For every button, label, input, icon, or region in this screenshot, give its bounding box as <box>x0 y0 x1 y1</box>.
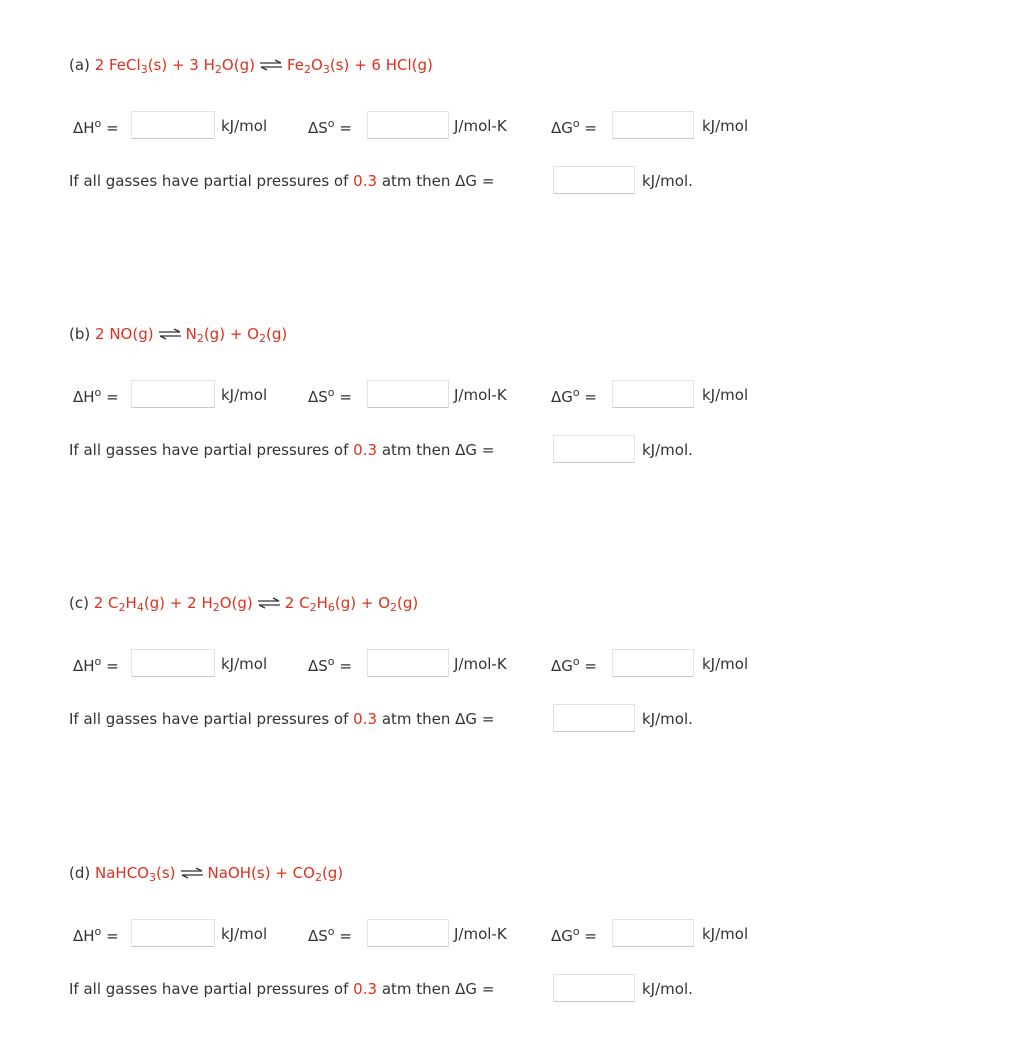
formula-text: H <box>125 594 137 612</box>
delta-g-nonstandard-input[interactable] <box>553 435 635 463</box>
equals-sign: = <box>481 980 495 998</box>
formula-subscript: 6 <box>327 601 335 614</box>
delta-h-unit: kJ/mol <box>221 117 268 135</box>
delta-s-unit: J/mol-K <box>454 925 507 943</box>
products <box>285 594 418 612</box>
problem-section <box>0 269 1010 509</box>
delta-h-label-symbol: ΔH <box>73 388 95 406</box>
delta-g-input[interactable] <box>612 649 694 677</box>
formula-subscript: 2 <box>390 601 397 614</box>
delta-h-input[interactable] <box>131 111 215 139</box>
delta-g-symbol: ΔG <box>455 980 478 998</box>
formula-subscript: 2 <box>304 63 311 76</box>
equilibrium-arrow-icon <box>259 57 283 75</box>
delta-h-label <box>73 655 119 675</box>
delta-h-label <box>73 386 119 406</box>
delta-h-label <box>73 117 119 137</box>
delta-g-label-symbol: ΔG <box>551 657 573 675</box>
problem-letter: (b) <box>69 325 91 343</box>
delta-h-unit: kJ/mol <box>221 925 268 943</box>
partial-pressure-sentence <box>69 172 494 190</box>
delta-g-input[interactable] <box>612 111 694 139</box>
degree-symbol: o <box>94 925 102 938</box>
degree-symbol: o <box>572 655 580 668</box>
delta-h-label-symbol: ΔH <box>73 119 95 137</box>
problem-letter: (c) <box>69 594 89 612</box>
delta-g-label <box>551 386 597 406</box>
formula-text: 2 C <box>93 594 119 612</box>
sentence-text: atm then <box>381 172 451 190</box>
formula-text: (g) <box>265 325 288 343</box>
equals-sign: = <box>584 119 597 137</box>
equals-sign: = <box>106 119 119 137</box>
problem-section <box>0 808 1010 1048</box>
delta-s-label-symbol: ΔS <box>308 388 328 406</box>
equals-sign: = <box>339 927 352 945</box>
delta-s-unit: J/mol-K <box>454 655 507 673</box>
formula-text: (s) <box>156 864 176 882</box>
delta-g-label-symbol: ΔG <box>551 388 573 406</box>
delta-h-input[interactable] <box>131 649 215 677</box>
reaction-equation <box>69 594 418 614</box>
formula-text: (g) <box>397 594 419 612</box>
partial-pressure-sentence <box>69 980 494 998</box>
pressure-value: 0.3 <box>353 441 378 459</box>
delta-s-label <box>308 925 352 945</box>
delta-g-unit: kJ/mol <box>702 117 749 135</box>
formula-subscript: 2 <box>214 63 222 76</box>
reactants <box>95 325 154 343</box>
delta-h-label-symbol: ΔH <box>73 927 95 945</box>
formula-text: O(g) <box>219 594 253 612</box>
delta-g-label-symbol: ΔG <box>551 927 573 945</box>
formula-subscript: 4 <box>136 601 144 614</box>
delta-s-unit: J/mol-K <box>454 386 507 404</box>
sentence-text: If all gasses have partial pressures of <box>69 441 349 459</box>
formula-text: Fe <box>286 56 304 74</box>
delta-g-input[interactable] <box>612 380 694 408</box>
equals-sign: = <box>481 710 495 728</box>
sentence-text: atm then <box>381 710 451 728</box>
delta-g-label-symbol: ΔG <box>551 119 573 137</box>
equals-sign: = <box>481 172 495 190</box>
equilibrium-arrow-icon <box>158 326 182 344</box>
reactants <box>95 864 176 882</box>
formula-text: (g) <box>321 864 344 882</box>
delta-s-input[interactable] <box>367 919 449 947</box>
delta-s-label <box>308 386 352 406</box>
products <box>287 56 433 74</box>
formula-text: 2 FeCl <box>94 56 141 74</box>
delta-g-nonstandard-input[interactable] <box>553 974 635 1002</box>
delta-g-nonstandard-unit: kJ/mol. <box>642 980 693 998</box>
equals-sign: = <box>339 119 352 137</box>
sentence-text: atm then <box>381 980 451 998</box>
formula-text: O <box>311 56 323 74</box>
equals-sign: = <box>339 657 352 675</box>
delta-h-input[interactable] <box>131 919 215 947</box>
delta-s-input[interactable] <box>367 111 449 139</box>
partial-pressure-sentence <box>69 441 494 459</box>
delta-g-unit: kJ/mol <box>702 925 749 943</box>
degree-symbol: o <box>94 386 102 399</box>
equals-sign: = <box>106 927 119 945</box>
formula-subscript: 2 <box>258 332 266 345</box>
delta-g-symbol: ΔG <box>455 172 478 190</box>
pressure-value: 0.3 <box>353 710 378 728</box>
equilibrium-arrow-icon <box>257 595 281 613</box>
delta-g-nonstandard-input[interactable] <box>553 166 635 194</box>
reaction-equation <box>69 864 343 884</box>
delta-s-input[interactable] <box>367 649 449 677</box>
products <box>186 325 288 343</box>
degree-symbol: o <box>94 117 102 130</box>
formula-subscript: 3 <box>322 63 330 76</box>
formula-text: (g) + 2 H <box>143 594 213 612</box>
degree-symbol: o <box>572 925 580 938</box>
sentence-text: If all gasses have partial pressures of <box>69 172 349 190</box>
equals-sign: = <box>339 388 352 406</box>
formula-text: 2 C <box>284 594 310 612</box>
problem-letter: (a) <box>69 56 90 74</box>
delta-g-label <box>551 655 597 675</box>
formula-subscript: 2 <box>212 601 220 614</box>
delta-s-unit: J/mol-K <box>454 117 507 135</box>
equals-sign: = <box>584 388 597 406</box>
delta-s-label-symbol: ΔS <box>308 119 328 137</box>
formula-subscript: 2 <box>314 871 322 884</box>
delta-h-unit: kJ/mol <box>221 655 268 673</box>
products <box>208 864 344 882</box>
degree-symbol: o <box>327 117 335 130</box>
formula-subscript: 3 <box>149 871 156 884</box>
formula-subscript: 2 <box>118 601 126 614</box>
formula-text: (s) + 3 H <box>147 56 215 74</box>
pressure-value: 0.3 <box>353 980 378 998</box>
delta-s-label <box>308 117 352 137</box>
delta-g-unit: kJ/mol <box>702 655 749 673</box>
delta-h-label-symbol: ΔH <box>73 657 95 675</box>
formula-text: 2 NO(g) <box>95 325 154 343</box>
delta-g-symbol: ΔG <box>455 710 478 728</box>
degree-symbol: o <box>94 655 102 668</box>
delta-h-label <box>73 925 119 945</box>
delta-g-nonstandard-unit: kJ/mol. <box>642 710 693 728</box>
formula-subscript: 2 <box>196 332 204 345</box>
delta-h-input[interactable] <box>131 380 215 408</box>
equals-sign: = <box>584 657 597 675</box>
delta-g-label <box>551 925 597 945</box>
equals-sign: = <box>481 441 495 459</box>
delta-g-nonstandard-unit: kJ/mol. <box>642 172 693 190</box>
delta-g-symbol: ΔG <box>455 441 478 459</box>
formula-text: (s) + 6 HCl(g) <box>329 56 433 74</box>
problem-section <box>0 0 1010 240</box>
sentence-text: If all gasses have partial pressures of <box>69 980 349 998</box>
pressure-value: 0.3 <box>353 172 378 190</box>
sentence-text: If all gasses have partial pressures of <box>69 710 349 728</box>
sentence-text: atm then <box>381 441 451 459</box>
formula-text: NaHCO <box>95 864 149 882</box>
equilibrium-arrow-icon <box>180 865 204 883</box>
degree-symbol: o <box>327 386 335 399</box>
reaction-equation <box>69 56 433 76</box>
formula-text: (g) + O <box>334 594 390 612</box>
degree-symbol: o <box>327 655 335 668</box>
degree-symbol: o <box>327 925 335 938</box>
partial-pressure-sentence <box>69 710 494 728</box>
delta-s-label <box>308 655 352 675</box>
problem-letter: (d) <box>69 864 91 882</box>
formula-subscript: 3 <box>140 63 148 76</box>
formula-text: H <box>316 594 328 612</box>
reactants <box>95 56 255 74</box>
equals-sign: = <box>106 657 119 675</box>
degree-symbol: o <box>572 386 580 399</box>
delta-g-label <box>551 117 597 137</box>
delta-s-input[interactable] <box>367 380 449 408</box>
delta-g-unit: kJ/mol <box>702 386 749 404</box>
degree-symbol: o <box>572 117 580 130</box>
formula-text: O(g) <box>221 56 255 74</box>
equals-sign: = <box>584 927 597 945</box>
reaction-equation <box>69 325 287 345</box>
reactants <box>94 594 253 612</box>
equals-sign: = <box>106 388 119 406</box>
delta-g-input[interactable] <box>612 919 694 947</box>
delta-g-nonstandard-input[interactable] <box>553 704 635 732</box>
delta-s-label-symbol: ΔS <box>308 657 328 675</box>
delta-g-nonstandard-unit: kJ/mol. <box>642 441 693 459</box>
formula-text: N <box>185 325 197 343</box>
delta-s-label-symbol: ΔS <box>308 927 328 945</box>
formula-text: NaOH(s) + CO <box>207 864 315 882</box>
delta-h-unit: kJ/mol <box>221 386 268 404</box>
formula-text: (g) + O <box>203 325 259 343</box>
formula-subscript: 2 <box>309 601 317 614</box>
problem-section <box>0 538 1010 778</box>
